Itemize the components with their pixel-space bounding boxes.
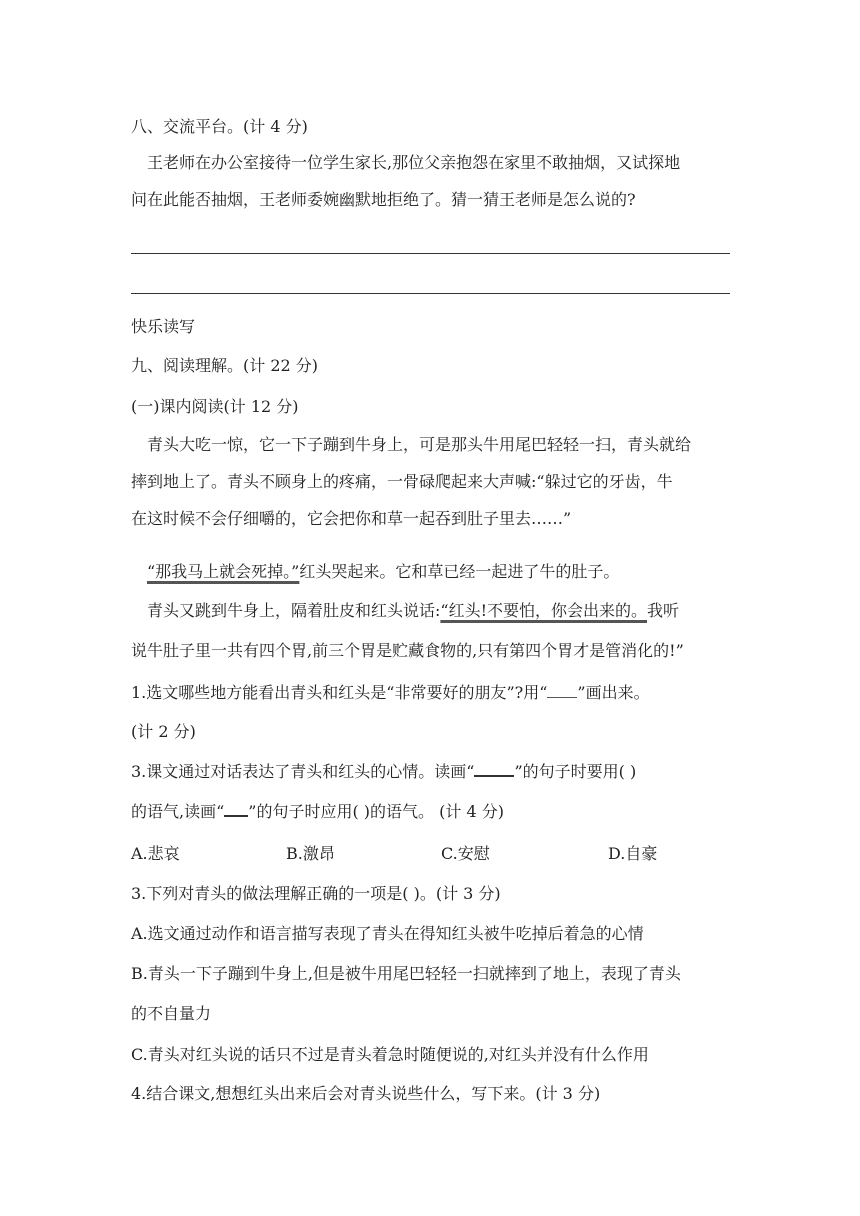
option-c[interactable]: C.安慰 xyxy=(441,844,490,863)
passage-p2 xyxy=(147,561,747,583)
question3-stem: 3.下列对青头的做法理解正确的一项是( )。(计 3 分) xyxy=(131,884,501,903)
underlined-quote-red: “那我马上就会死掉。” xyxy=(147,562,300,581)
question4-text: 4.结合课文,想想红头出来后会对青头说些什么，写下来。(计 3 分) xyxy=(131,1084,601,1103)
section9-subheading: (一)课内阅读(计 12 分) xyxy=(131,397,299,416)
underline-sample-blank xyxy=(547,685,577,698)
passage-p1-line2: 摔到地上了。青头不顾身上的疼痛，一骨碌爬起来大声喊:“躲过它的牙齿，牛 xyxy=(131,472,673,491)
underline-sample-blank xyxy=(224,803,248,817)
section-title: 快乐读写 xyxy=(131,317,196,336)
passage-p3-line2: 说牛肚子里一共有四个胃,前三个胃是贮藏食物的,只有第四个胃才是管消化的!” xyxy=(131,641,684,660)
passage-p3-line1 xyxy=(147,600,747,622)
answer-line-2[interactable] xyxy=(131,293,730,294)
question2-line2: 的语气,读画“ ”的句子时应用( )的语气。 (计 4 分) xyxy=(131,802,504,821)
passage-p1-line1: 青头大吃一惊，它一下子蹦到牛身上，可是那头牛用尾巴轻轻一扫，青头就给 xyxy=(147,435,692,454)
underlined-quote-green: “红头!不要怕，你会出来的。 xyxy=(440,601,648,620)
passage-p3-pre: 青头又跳到牛身上，隔着肚皮和红头说话: xyxy=(147,601,441,620)
question3-option-a[interactable]: A.选文通过动作和语言描写表现了青头在得知红头被牛吃掉后着急的心情 xyxy=(131,924,644,943)
question3-option-b-line2[interactable]: 的不自量力 xyxy=(131,1004,212,1023)
passage-p1-line3: 在这时候不会仔细嚼的，它会把你和草一起吞到肚子里去……” xyxy=(131,509,572,528)
section8-paragraph-line1: 王老师在办公室接待一位学生家长,那位父亲抱怨在家里不敢抽烟，又试探地 xyxy=(147,153,681,172)
passage-p2-rest: 红头哭起来。它和草已经一起进了牛的肚子。 xyxy=(299,562,620,581)
section8-heading: 八、交流平台。(计 4 分) xyxy=(131,117,308,136)
question2-line1: 3.课文通过对话表达了青头和红头的心情。读画“ ”的句子时要用( ) xyxy=(131,762,637,781)
question1-score: (计 2 分) xyxy=(131,722,196,741)
underline-sample-blank xyxy=(474,763,514,777)
passage-p3-post: 我听 xyxy=(647,601,680,620)
question1-text: 1.选文哪些地方能看出青头和红头是“非常要好的朋友”?用“ ”画出来。 xyxy=(131,683,650,702)
question3-option-c[interactable]: C.青头对红头说的话只不过是青头着急时随便说的,对红头并没有什么作用 xyxy=(131,1045,649,1064)
section8-paragraph-line2: 问在此能否抽烟，王老师委婉幽默地拒绝了。猜一猜王老师是怎么说的? xyxy=(131,190,636,209)
question3-option-b-line1[interactable]: B.青头一下子蹦到牛身上,但是被牛用尾巴轻轻一扫就摔到了地上，表现了青头 xyxy=(131,964,681,983)
option-a[interactable]: A.悲哀 xyxy=(131,844,180,863)
section9-heading: 九、阅读理解。(计 22 分) xyxy=(131,356,319,375)
option-b[interactable]: B.激昂 xyxy=(286,844,335,863)
option-d[interactable]: D.自豪 xyxy=(608,844,658,863)
answer-line-1[interactable] xyxy=(131,253,730,254)
